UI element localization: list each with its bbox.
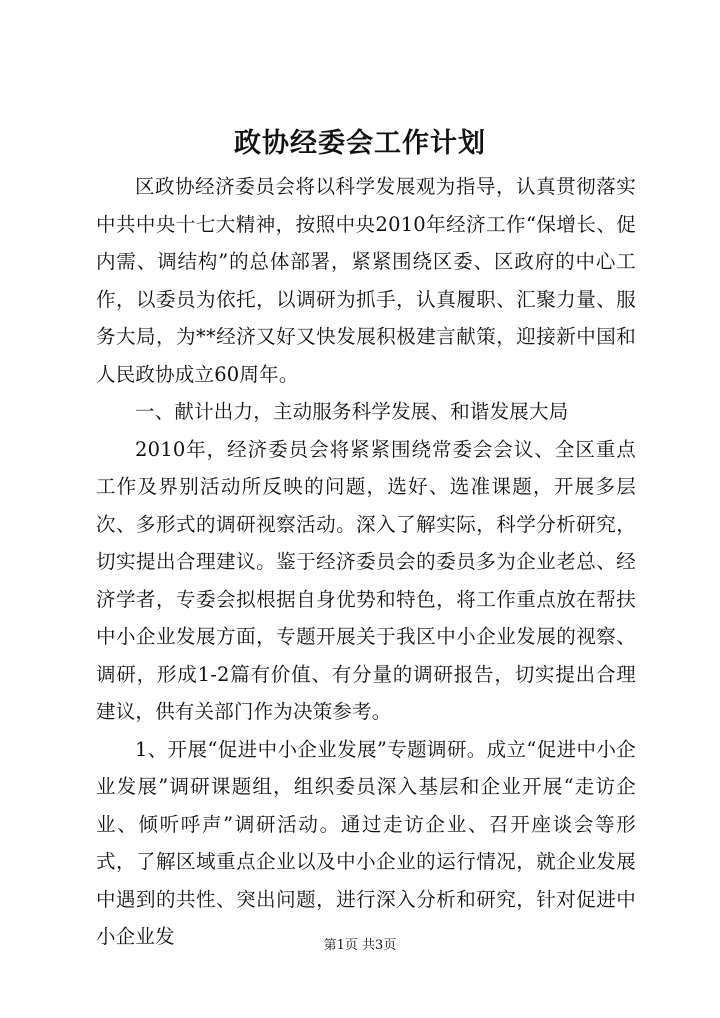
- paragraph-intro: 区政协经济委员会将以科学发展观为指导，认真贯彻落实中共中央十七大精神，按照中央2010年经济工作“保增长、促内需、调结构”的总体部署，紧紧围绕区委、区政府的中心工作，以委员为依托，以调研为抓手，认真履职、汇聚力量、服务大局，为**经济又好又快发展积极建言献策，迎接新中国和人民政协成立60周年。: [96, 175, 636, 386]
- paragraph-2010-plan: 2010年，经济委员会将紧紧围绕常委会会议、全区重点工作及界别活动所反映的问题，选好、选准课题，开展多层次、多形式的调研视察活动。深入了解实际，科学分析研究，切实提出合理建议。鉴于经济委员会的委员多为企业老总、经济学者，专委会拟根据自身优势和特色，将工作重点放在帮扶中小企业发展方面，专题开展关于我区中小企业发展的视察、调研，形成1-2篇有价值、有分量的调研报告，切实提出合理建议，供有关部门作为决策参考。: [96, 437, 636, 723]
- paragraph-item-1: 1、开展“促进中小企业发展”专题调研。成立“促进中小企业发展”调研课题组，组织委员深入基层和企业开展“走访企业、倾听呼声”调研活动。通过走访企业、召开座谈会等形式，了解区域重点企业以及中小企业的运行情况，就企业发展中遇到的共性、突出问题，进行深入分析和研究，针对促进中小企业发: [96, 737, 636, 948]
- page-footer: 第1页 共3页: [323, 938, 397, 953]
- document-body: [96, 168, 636, 956]
- document-title: 政协经委会工作计划: [234, 128, 486, 159]
- section-heading-1: 一、献计出力，主动服务科学发展、和谐发展大局: [135, 400, 569, 423]
